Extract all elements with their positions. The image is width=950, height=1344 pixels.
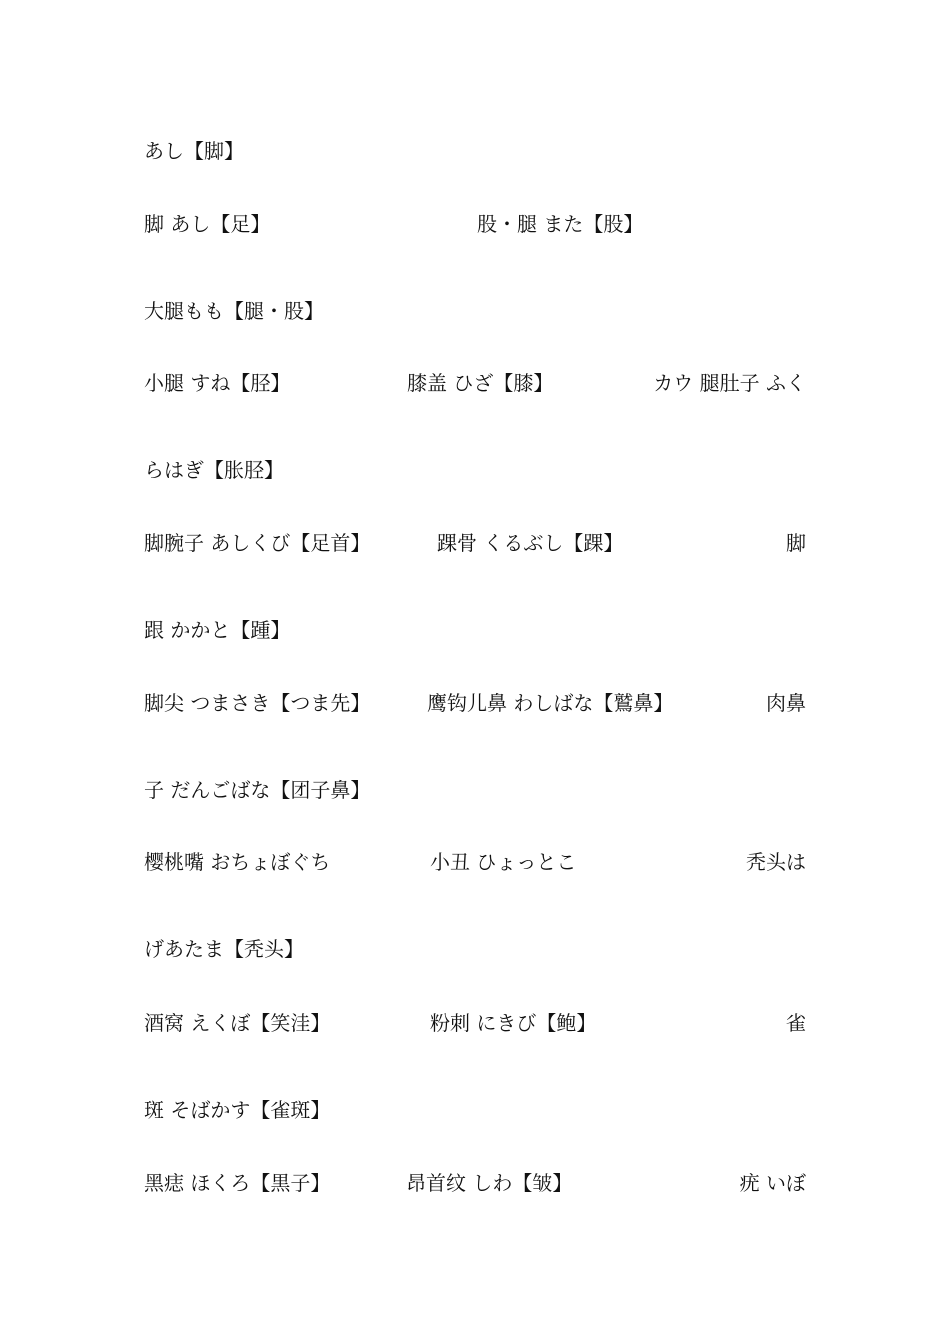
text-segment: 昂首纹 しわ【皱】	[406, 1171, 573, 1195]
text-line-6	[144, 528, 806, 558]
text-segment: 鹰钩儿鼻 わしばな【鷲鼻】	[427, 691, 674, 715]
text-line-2	[144, 209, 806, 239]
text-segment: らはぎ【胀胫】	[144, 458, 284, 482]
text-segment: 脚 あし【足】	[144, 212, 271, 236]
text-line-9	[144, 775, 806, 805]
text-line-3	[144, 296, 806, 326]
text-segment: 脚腕子 あしくび【足首】	[144, 531, 371, 555]
text-line-11	[144, 934, 806, 964]
text-line-12	[144, 1008, 806, 1038]
text-segment: 大腿もも【腿・股】	[144, 299, 324, 323]
text-line-8	[144, 688, 806, 718]
text-segment: 肉鼻	[766, 691, 806, 715]
text-segment: 股・腿 また【股】	[477, 212, 644, 236]
text-line-5	[144, 455, 806, 485]
text-segment: 斑 そばかす【雀斑】	[144, 1098, 331, 1122]
text-segment: 小腿 すね【胫】	[144, 371, 291, 395]
text-segment: 秃头は	[746, 850, 806, 874]
text-segment: 小丑 ひょっとこ	[430, 850, 577, 874]
text-segment: 脚尖 つまさき【つま先】	[144, 691, 371, 715]
text-line-1	[144, 136, 806, 166]
text-segment: 樱桃嘴 おちょぼぐち	[144, 850, 331, 874]
text-segment: あし【脚】	[144, 139, 244, 163]
text-line-13	[144, 1095, 806, 1125]
text-segment: 踝骨 くるぶし【踝】	[437, 531, 624, 555]
text-segment: 黑痣 ほくろ【黒子】	[144, 1171, 331, 1195]
text-segment: 子 だんごばな【团子鼻】	[144, 778, 371, 802]
text-segment: 酒窝 えくぼ【笑洼】	[144, 1011, 331, 1035]
text-segment: カウ 腿肚子 ふく	[653, 371, 806, 395]
text-segment: 脚	[786, 531, 806, 555]
text-line-4	[144, 368, 806, 398]
text-segment: げあたま【秃头】	[144, 937, 304, 961]
text-segment: 跟 かかと【踵】	[144, 618, 291, 642]
text-segment: 膝盖 ひざ【膝】	[407, 371, 554, 395]
text-line-10	[144, 847, 806, 877]
text-segment: 粉刺 にきび【鲍】	[430, 1011, 597, 1035]
text-line-14	[144, 1168, 806, 1198]
text-segment: 雀	[786, 1011, 806, 1035]
text-segment: 疣 いぼ	[739, 1171, 806, 1195]
text-line-7	[144, 615, 806, 645]
